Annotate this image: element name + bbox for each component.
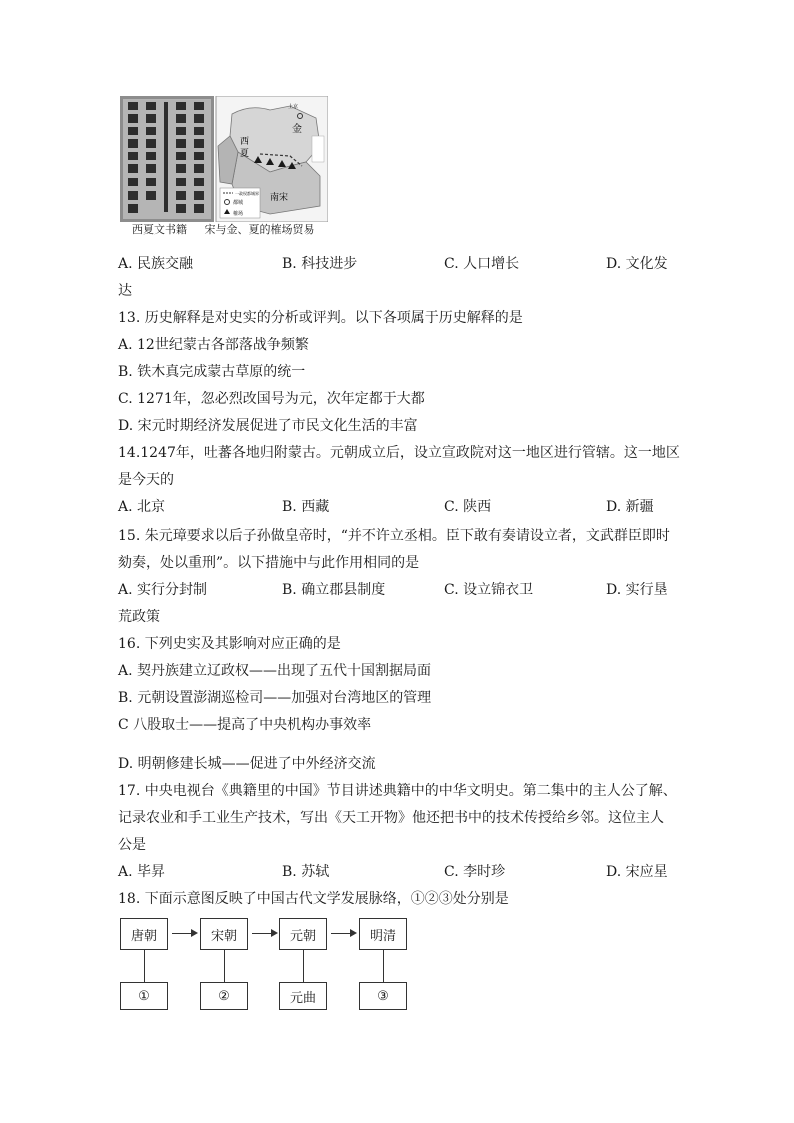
map-label-nansong: 南宋	[270, 193, 289, 203]
q15-stem-line1: 15. 朱元璋要求以后子孙做皇帝时，“并不许立丞相。臣下敢有奏请设立者，文武群臣即时	[118, 528, 670, 544]
q16-stem: 16. 下列史实及其影响对应正确的是	[118, 636, 341, 652]
q12-option-c: C. 人口增长	[444, 256, 520, 272]
q15-stem-line2: 劾奏，处以重刑”。以下措施中与此作用相同的是	[118, 555, 420, 571]
q13-option-a: A. 12世纪蒙古各部落战争频繁	[118, 337, 309, 353]
diagram-connector-2	[224, 950, 225, 982]
q14-option-b: B. 西藏	[282, 499, 330, 515]
diagram-box-yuan: 元朝	[279, 918, 327, 950]
caption-left: 西夏文书籍	[132, 223, 187, 236]
q16-option-c: C 八股取士——提高了中央机构办事效率	[118, 717, 372, 733]
q17-stem-line1: 17. 中央电视台《典籍里的中国》节目讲述典籍中的中华文明史。第二集中的主人公了解、	[118, 783, 677, 799]
q15-option-c: C. 设立锦衣卫	[444, 582, 534, 598]
map-label-xi: 西	[240, 137, 250, 147]
q15-option-d-wrap: 荒政策	[118, 609, 160, 625]
figure-illustration	[120, 96, 328, 222]
q17-option-d: D. 宋应星	[606, 864, 668, 880]
map-legend-market: 榷场	[233, 211, 244, 217]
map-label-jin: 金	[292, 124, 302, 135]
q12-option-d: D. 文化发	[606, 256, 668, 272]
q15-option-b: B. 确立郡县制度	[282, 582, 386, 598]
q17-stem-line2: 记录农业和手工业生产技术，写出《天工开物》他还把书中的技术传授给乡邻。这位主人	[118, 810, 664, 826]
q17-stem-line3: 公是	[118, 837, 146, 853]
q14-stem-line1: 14.1247年，吐蕃各地归附蒙古。元朝成立后，设立宣政院对这一地区进行管辖。这一地区	[118, 445, 680, 461]
xixia-book-image	[120, 96, 214, 222]
q12-option-a: A. 民族交融	[118, 256, 194, 272]
diagram-blank-2: ②	[200, 982, 248, 1010]
diagram-blank-1: ①	[120, 982, 168, 1010]
q15-option-d: D. 实行垦	[606, 582, 668, 598]
map-legend-capital: 都城	[233, 200, 244, 206]
map-label-shangjing: 上京	[288, 104, 299, 110]
q16-option-d: D. 明朝修建长城——促进了中外经济交流	[118, 756, 376, 772]
map-legend-boundary: 一政权都城界	[235, 191, 259, 196]
diagram-arrow-1	[172, 933, 196, 934]
q13-option-c: C. 1271年，忽必烈改国号为元，次年定都于大都	[118, 391, 425, 407]
q13-option-d: D. 宋元时期经济发展促进了市民文化生活的丰富	[118, 418, 418, 434]
q13-stem: 13. 历史解释是对史实的分析或评判。以下各项属于历史解释的是	[118, 310, 523, 326]
diagram-arrow-2	[252, 933, 276, 934]
q12-option-d-wrap: 达	[118, 283, 132, 299]
song-jin-xia-map	[216, 96, 328, 222]
diagram-connector-3	[303, 950, 304, 982]
history-figure	[120, 96, 328, 222]
q12-option-b: B. 科技进步	[282, 256, 358, 272]
q16-option-b: B. 元朝设置澎湖巡检司——加强对台湾地区的管理	[118, 690, 432, 706]
q14-option-d: D. 新疆	[606, 499, 654, 515]
diagram-arrow-3	[331, 933, 355, 934]
literature-flow-diagram	[118, 918, 418, 1014]
caption-right: 宋与金、夏的榷场贸易	[204, 223, 315, 236]
diagram-box-yuanqu: 元曲	[279, 982, 327, 1010]
diagram-box-tang: 唐朝	[120, 918, 168, 950]
figure-caption	[132, 223, 329, 237]
diagram-connector-4	[383, 950, 384, 982]
diagram-box-mingqing: 明清	[359, 918, 407, 950]
q14-stem-line2: 是今天的	[118, 472, 174, 488]
q13-option-b: B. 铁木真完成蒙古草原的统一	[118, 364, 306, 380]
diagram-box-song: 宋朝	[200, 918, 248, 950]
q18-stem: 18. 下面示意图反映了中国古代文学发展脉络，①②③处分别是	[118, 891, 509, 907]
q17-option-a: A. 毕昇	[118, 864, 166, 880]
q17-option-c: C. 李时珍	[444, 864, 506, 880]
q14-option-a: A. 北京	[118, 499, 166, 515]
diagram-blank-3: ③	[359, 982, 407, 1010]
q14-option-c: C. 陕西	[444, 499, 492, 515]
q15-option-a: A. 实行分封制	[118, 582, 208, 598]
q17-option-b: B. 苏轼	[282, 864, 330, 880]
q16-option-a: A. 契丹族建立辽政权——出现了五代十国割据局面	[118, 663, 432, 679]
diagram-connector-1	[144, 950, 145, 982]
map-label-xia: 夏	[240, 149, 250, 159]
